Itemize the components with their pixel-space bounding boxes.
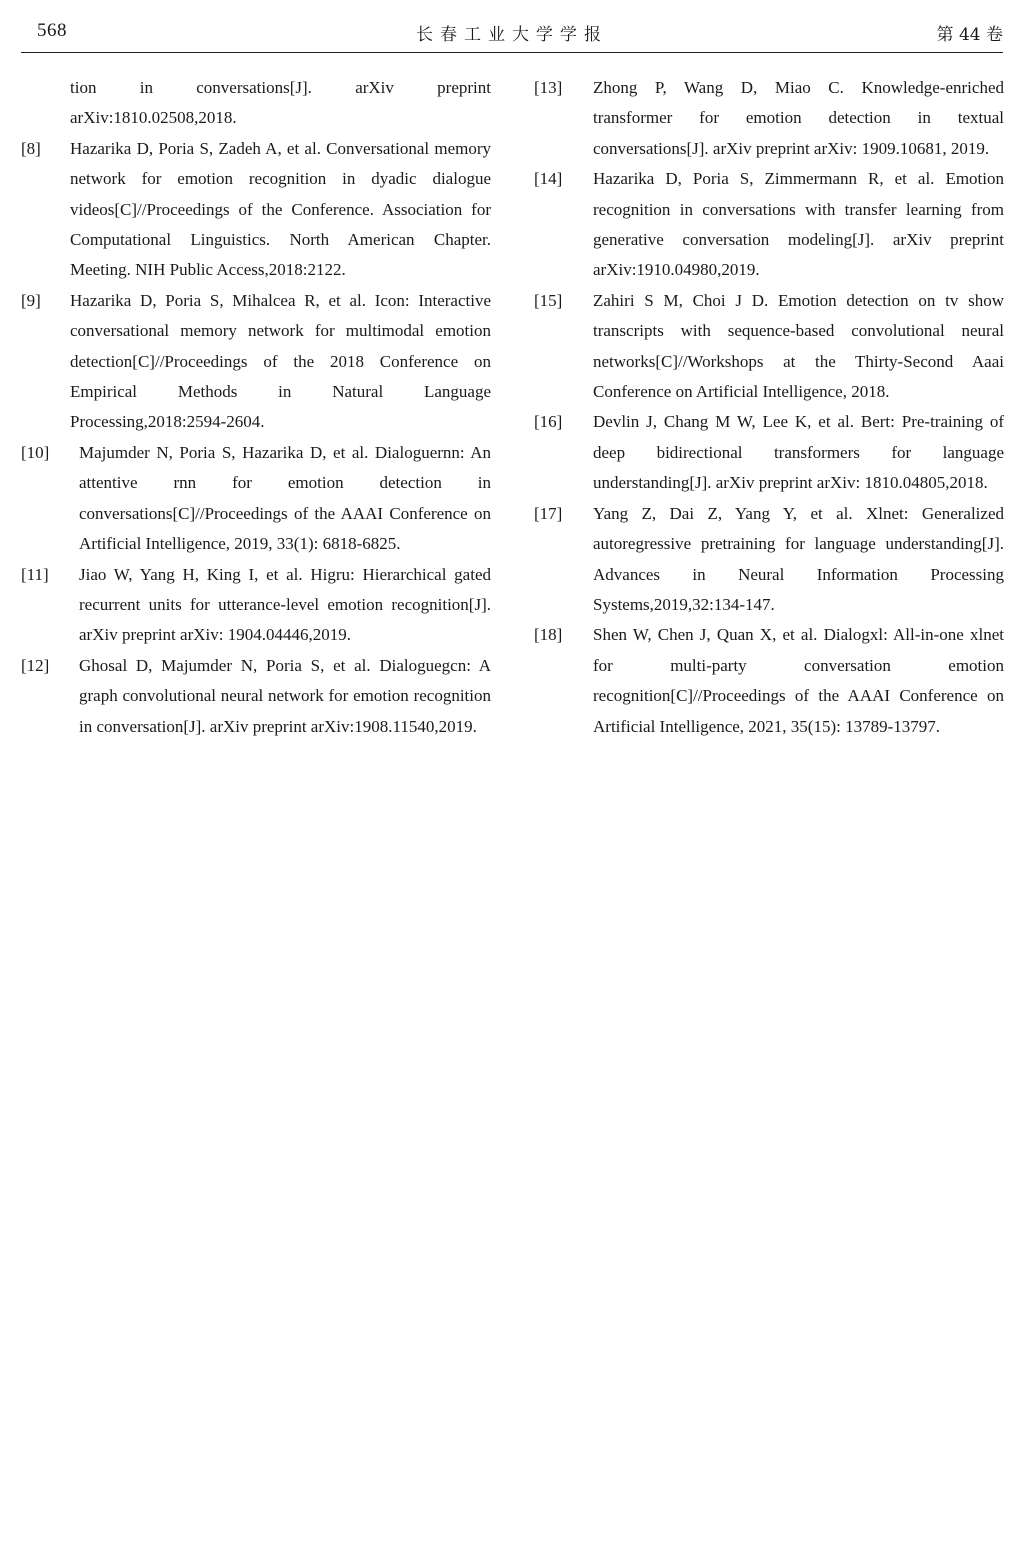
reference-text: Zahiri S M, Choi J D. Emotion detection on tv show transcripts with sequence-based convolutional neural networks[C]//Workshops at the Thirty-Second Aaai Conference on Artificial Intelligence, 2018. (593, 290, 1004, 402)
reference-item (21, 651, 491, 742)
reference-number: [12] (21, 655, 50, 675)
references-right-column (534, 73, 1004, 742)
reference-number: [17] (534, 503, 563, 523)
reference-number: [14] (534, 169, 563, 189)
page-number: 568 (37, 20, 67, 41)
reference-number: [11] (21, 564, 49, 584)
references-left-column (21, 73, 491, 742)
reference-text: Shen W, Chen J, Quan X, et al. Dialogxl: All-in-one xlnet for multi-party conversation emotion recognition[C]//Proceedings of the AAAI Conference on Artificial Intelligence, 2021, 35(15): 13789-13797. (593, 625, 1004, 736)
reference-text: Majumder N, Poria S, Hazarika D, et al. Dialoguernn: An attentive rnn for emotion detection in conversations[C]//Proceedings of the AAAI Conference on Artificial Intelligence, 2019, 33(1): 6818-6825. (79, 442, 491, 554)
reference-item (534, 286, 1004, 408)
reference-item (21, 560, 491, 651)
reference-text: Zhong P, Wang D, Miao C. Knowledge-enriched transformer for emotion detection in textual conversations[J]. arXiv preprint arXiv: 1909.10681, 2019. (593, 78, 1004, 158)
reference-number: [13] (534, 78, 563, 97)
reference-item (21, 134, 491, 286)
reference-text: Hazarika D, Poria S, Zimmermann R, et al. Emotion recognition in conversations with transfer learning from generative conversation modeling[J]. arXiv preprint arXiv:1910.04980,2019. (593, 169, 1004, 280)
reference-text: Jiao W, Yang H, King I, et al. Higru: Hierarchical gated recurrent units for utterance-level emotion recognition[J]. arXiv preprint arXiv: 1904.04446,2019. (79, 564, 491, 645)
reference-text: Hazarika D, Poria S, Zadeh A, et al. Conversational memory network for emotion recognition in dyadic dialogue videos[C]//Proceedings of the Conference. Association for Computational Linguistics. North American Chapter. Meeting. NIH Public Access,2018:2122. (70, 138, 491, 280)
reference-number: [16] (534, 412, 563, 432)
reference-item (534, 73, 1004, 164)
reference-text: Devlin J, Chang M W, Lee K, et al. Bert: Pre-training of deep bidirectional transformers for language understanding[J]. arXiv preprint arXiv: 1810.04805,2018. (593, 412, 1004, 493)
reference-number: [15] (534, 290, 563, 310)
volume-label: 第 44 卷 (936, 25, 1003, 45)
reference-text: Ghosal D, Majumder N, Poria S, et al. Dialoguegcn: A graph convolutional neural network for emotion recognition in conversation[J]. arXiv preprint arXiv:1908.11540,2019. (79, 655, 491, 736)
reference-number: [18] (534, 625, 563, 645)
reference-text: tion in conversations[J]. arXiv preprint arXiv:1810.02508,2018. (70, 78, 491, 128)
reference-number: [9] (21, 290, 41, 310)
reference-item (534, 164, 1004, 286)
reference-item (534, 499, 1004, 621)
reference-item (21, 438, 491, 560)
reference-text: Hazarika D, Poria S, Mihalcea R, et al. Icon: Interactive conversational memory network for multimodal emotion detection[C]//Proceedings of the 2018 Conference on Empirical Methods in Natural Language Processing,2018:2594-2604. (70, 290, 491, 432)
reference-item (21, 73, 491, 134)
reference-item (534, 407, 1004, 498)
reference-text: Yang Z, Dai Z, Yang Y, et al. Xlnet: Generalized autoregressive pretraining for language understanding[J]. Advances in Neural Information Processing Systems,2019,32:134-147. (593, 503, 1004, 614)
page-header (21, 14, 1003, 53)
journal-title: 长春工业大学学报 (416, 25, 608, 45)
reference-number: [10] (21, 442, 50, 462)
reference-number: [8] (21, 138, 41, 158)
reference-item (534, 620, 1004, 742)
reference-item (21, 286, 491, 438)
